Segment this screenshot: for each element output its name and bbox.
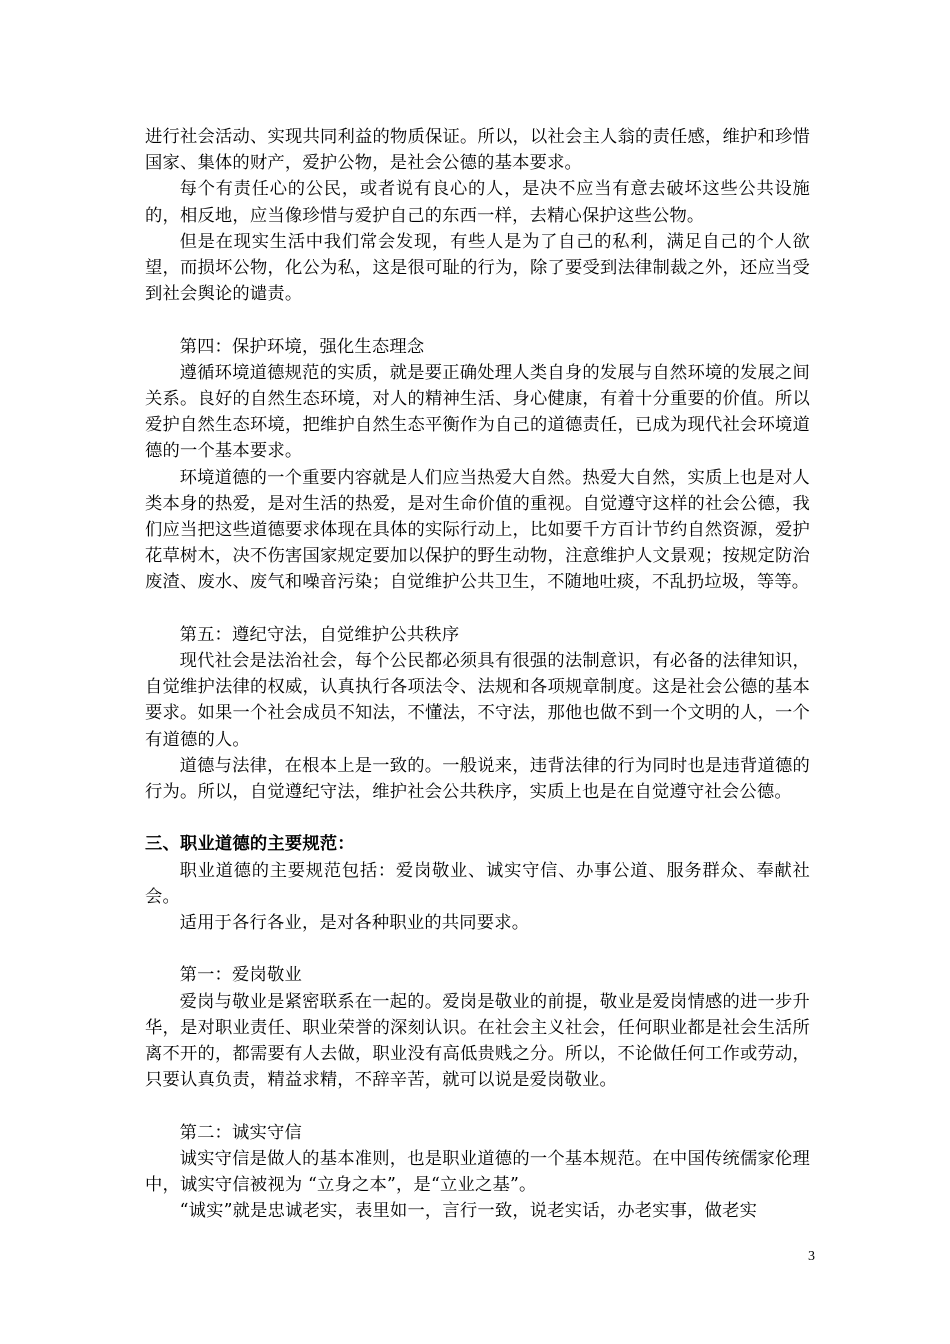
paragraph: 遵循环境道德规范的实质，就是要正确处理人类自身的发展与自然环境的发展之间关系。良好的自然生态环境，对人的精神生活、身心健康，有着十分重要的价值。所以爱护自然生态环境，把维护自然生态平衡作为自己的道德责任，已成为现代社会环境道德的一个基本要求。 <box>145 362 810 462</box>
paragraph-continuation: 进行社会活动、实现共同利益的物质保证。所以，以社会主人翁的责任感，维护和珍惜国家、集体的财产，爱护公物，是社会公德的基本要求。 <box>145 127 810 174</box>
subsection-heading: 第一：爱岗敬业 <box>179 965 302 986</box>
paragraph: 职业道德的主要规范包括：爱岗敬业、诚实守信、办事公道、服务群众、奉献社会。 <box>145 860 810 907</box>
subsection-heading: 第二：诚实守信 <box>179 1122 302 1143</box>
paragraph: 环境道德的一个重要内容就是人们应当热爱大自然。热爱大自然，实质上也是对人类本身的热爱，是对生活的热爱，是对生命价值的重视。自觉遵守这样的社会公德，我们应当把这些道德要求体现在具体的实际行动上，比如要千方百计节约自然资源，爱护花草树木，决不伤害国家规定要加以保护的野生动物，注意维护人文景观；按规定防治废渣、废水、废气和噪音污染；自觉维护公共卫生，不随地吐痰，不乱扔垃圾，等等。 <box>145 467 810 593</box>
paragraph: 每个有责任心的公民，或者说有良心的人，是决不应当有意去破坏这些公共设施的，相反地，应当像珍惜与爱护自己的东西一样，去精心保护这些公物。 <box>145 179 810 226</box>
page-number: 3 <box>808 1249 815 1264</box>
blank-line <box>145 596 810 622</box>
section-heading: 三、职业道德的主要规范： <box>145 834 355 855</box>
document-body <box>145 124 810 1224</box>
paragraph: “诚实”就是忠诚老实，表里如一，言行一致，说老实话，办老实事，做老实 <box>179 1201 758 1222</box>
blank-line <box>145 805 810 831</box>
subsection-heading: 第四：保护环境，强化生态理念 <box>179 336 425 357</box>
blank-line <box>145 936 810 962</box>
blank-line <box>145 307 810 333</box>
paragraph: 适用于各行各业，是对各种职业的共同要求。 <box>179 913 530 934</box>
paragraph: 道德与法律，在根本上是一致的。一般说来，违背法律的行为同时也是违背道德的行为。所以，自觉遵纪守法，维护社会公共秩序，实质上也是在自觉遵守社会公德。 <box>145 755 810 803</box>
paragraph: 现代社会是法治社会，每个公民都必须具有很强的法制意识，有必备的法律知识，自觉维护法律的权威，认真执行各项法令、法规和各项规章制度。这是社会公德的基本要求。如果一个社会成员不知法，不懂法，不守法，那他也做不到一个文明的人，一个有道德的人。 <box>145 651 810 750</box>
blank-line <box>145 1093 810 1119</box>
paragraph: 但是在现实生活中我们常会发现，有些人是为了自己的私利，满足自己的个人欲望，而损坏公物，化公为私，这是很可耻的行为，除了要受到法律制裁之外，还应当受到社会舆论的谴责。 <box>145 231 810 305</box>
subsection-heading: 第五：遵纪守法，自觉维护公共秩序 <box>179 624 460 645</box>
paragraph: 诚实守信是做人的基本准则，也是职业道德的一个基本规范。在中国传统儒家伦理中，诚实守信被视为 “立身之本”，是“立业之基”。 <box>145 1148 810 1196</box>
paragraph: 爱岗与敬业是紧密联系在一起的。爱岗是敬业的前提，敬业是爱岗情感的进一步升华，是对职业责任、职业荣誉的深刻认识。在社会主义社会，任何职业都是社会生活所离不开的，都需要有人去做，职业没有高低贵贱之分。所以，不论做任何工作或劳动，只要认真负责，精益求精，不辞辛苦，就可以说是爱岗敬业。 <box>145 991 810 1091</box>
